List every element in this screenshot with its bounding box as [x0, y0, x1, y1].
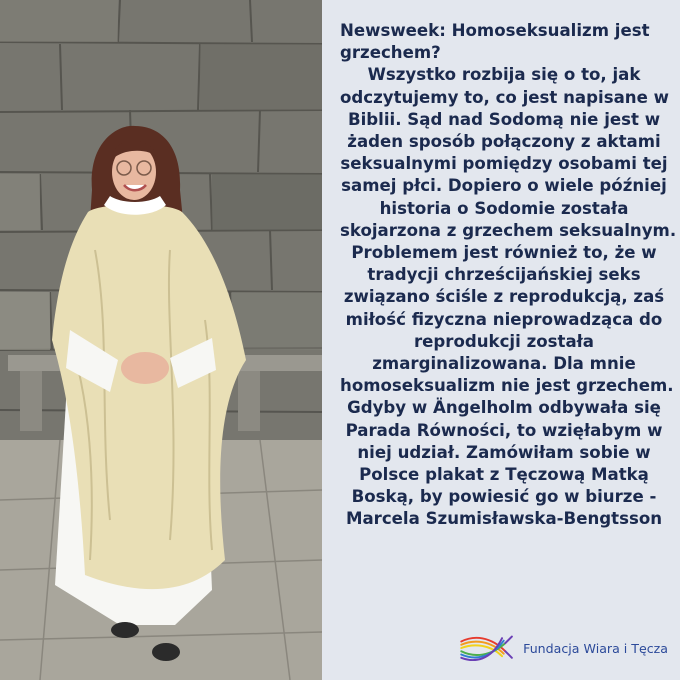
quote-line: związano ściśle z reprodukcją, zaś	[343, 287, 665, 307]
quote-line: historia o Sodomie została	[379, 198, 629, 218]
quote-line: Polsce plakat z Tęczową Matką	[359, 465, 649, 485]
quote-line: żaden sposób połączony z aktami	[347, 132, 661, 152]
quote-text	[340, 64, 677, 530]
quote-line: Marcela Szumisławska-Bengtsson	[345, 509, 663, 529]
portrait-photo	[0, 0, 322, 680]
quote-line: Biblii. Sąd nad Sodomą nie jest w	[347, 109, 661, 129]
quote-line: reprodukcji została	[413, 331, 595, 351]
quote-line: tradycji chrześcijańskiej seks	[367, 265, 641, 285]
foundation-logo	[458, 630, 668, 666]
foundation-name: Fundacja Wiara i Tęcza	[523, 640, 668, 656]
quote-line: niej udział. Zamówiłam sobie w	[357, 442, 651, 462]
quote-line: zmarginalizowana. Dla mnie	[372, 354, 636, 374]
quote-line: Parada Równości, to wzięłabym w	[345, 420, 663, 440]
quote-line: odczytujemy to, co jest napisane w	[340, 87, 669, 107]
quote-line: Wszystko rozbija się o to, jak	[367, 65, 641, 85]
question-heading: Newsweek: Homoseksualizm jest grzechem?	[340, 21, 650, 63]
quote-line: miłość fizyczna nieprowadząca do	[345, 309, 663, 329]
quote-line: samej płci. Dopiero o wiele później	[341, 176, 667, 196]
quote-line: seksualnymi pomiędzy osobami tej	[340, 154, 668, 174]
quote-line: Problemem jest również to, że w	[351, 243, 657, 263]
quote-line: skojarzona z grzechem seksualnym.	[340, 220, 677, 240]
rainbow-fish-icon	[458, 630, 515, 666]
quote-panel	[340, 20, 677, 531]
quote-line: Boską, by powiesić go w biurze -	[351, 487, 657, 507]
quote-line: Gdyby w Ängelholm odbywała się	[347, 398, 661, 418]
quote-line: homoseksualizm nie jest grzechem.	[340, 376, 674, 396]
